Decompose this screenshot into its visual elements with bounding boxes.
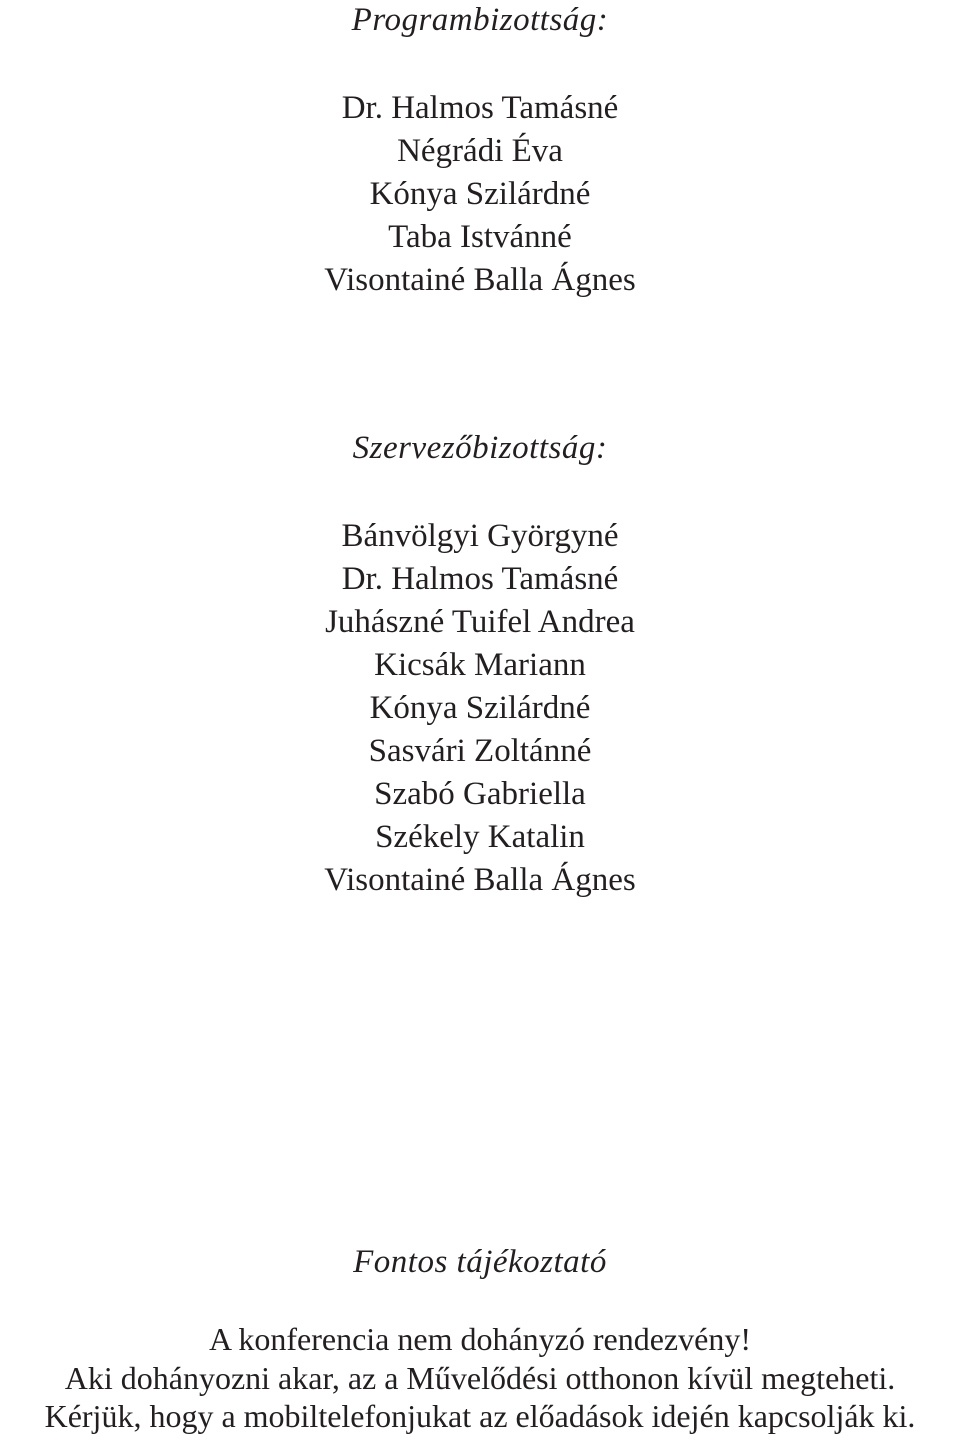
program-committee-section bbox=[0, 0, 960, 302]
committee-member: Visontainé Balla Ágnes bbox=[324, 862, 636, 898]
notice-line: A konferencia nem dohányzó rendezvény! bbox=[209, 1321, 751, 1357]
program-committee-list bbox=[0, 87, 960, 302]
committee-member: Kónya Szilárdné bbox=[369, 690, 591, 726]
committee-member: Dr. Halmos Tamásné bbox=[341, 90, 619, 126]
committee-member: Bánvölgyi Györgyné bbox=[341, 518, 619, 554]
notice-text bbox=[0, 1320, 960, 1436]
program-committee-heading: Programbizottság: bbox=[351, 2, 609, 38]
notice-line: Kérjük, hogy a mobiltelefonjukat az előadások idején kapcsolják ki. bbox=[44, 1398, 916, 1434]
committee-member: Kicsák Mariann bbox=[374, 647, 586, 683]
committee-member: Dr. Halmos Tamásné bbox=[341, 561, 619, 597]
notice-section bbox=[0, 1242, 960, 1436]
notice-heading: Fontos tájékoztató bbox=[353, 1244, 607, 1280]
committee-member: Székely Katalin bbox=[375, 819, 585, 855]
organizing-committee-heading: Szervezőbizottság: bbox=[352, 430, 608, 466]
committee-member: Négrádi Éva bbox=[397, 133, 563, 169]
organizing-committee-list bbox=[0, 515, 960, 902]
committee-member: Szabó Gabriella bbox=[374, 776, 586, 812]
committee-member: Sasvári Zoltánné bbox=[368, 733, 592, 769]
committee-member: Juhászné Tuifel Andrea bbox=[325, 604, 635, 640]
committee-member: Visontainé Balla Ágnes bbox=[324, 262, 636, 298]
organizing-committee-section bbox=[0, 428, 960, 902]
committee-member: Taba Istvánné bbox=[388, 219, 572, 255]
committee-member: Kónya Szilárdné bbox=[369, 176, 591, 212]
notice-line: Aki dohányozni akar, az a Művelődési otthonon kívül megteheti. bbox=[64, 1359, 896, 1396]
